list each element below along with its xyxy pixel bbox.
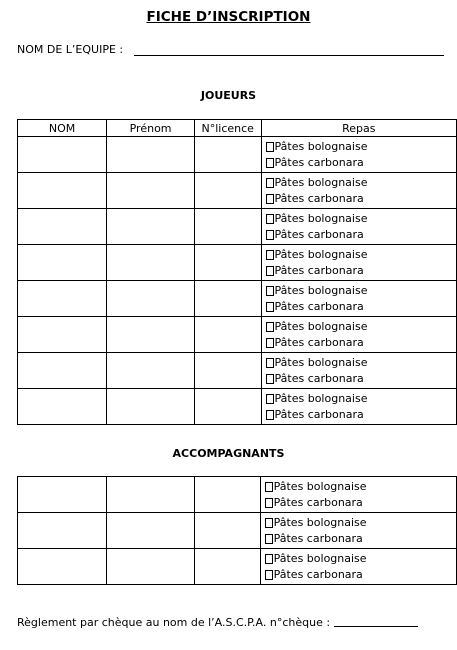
team-name-label: NOM DE L’EQUIPE :: [17, 43, 124, 56]
meal-option[interactable]: [266, 211, 456, 227]
name-cell[interactable]: [18, 173, 107, 209]
licence-cell[interactable]: [194, 353, 261, 389]
meal-option-label: Pâtes carbonara: [274, 155, 364, 169]
payment-label: Règlement par chèque au nom de l’A.S.C.P.A. n°chèque :: [17, 616, 331, 629]
table-header-row: [18, 120, 457, 137]
column-header-repas: Repas: [261, 120, 456, 137]
checkbox-icon[interactable]: [265, 482, 273, 492]
checkbox-icon[interactable]: [266, 250, 274, 260]
meal-cell: [261, 317, 456, 353]
meal-cell: [260, 477, 456, 513]
checkbox-icon[interactable]: [266, 142, 274, 152]
meal-option-label: Pâtes bolognaise: [273, 515, 367, 529]
meal-option-label: Pâtes bolognaise: [274, 319, 368, 333]
checkbox-icon[interactable]: [266, 322, 274, 332]
meal-option-label: Pâtes bolognaise: [273, 479, 367, 493]
name-cell[interactable]: [18, 389, 107, 425]
meal-option-label: Pâtes carbonara: [274, 299, 364, 313]
firstname-cell[interactable]: [107, 317, 195, 353]
meal-option-label: Pâtes bolognaise: [273, 551, 367, 565]
player-row: [18, 353, 457, 389]
meal-option[interactable]: [266, 299, 456, 315]
licence-cell[interactable]: [194, 549, 260, 585]
meal-option[interactable]: [266, 355, 456, 371]
player-row: [18, 137, 457, 173]
checkbox-icon[interactable]: [266, 266, 274, 276]
licence-cell[interactable]: [194, 209, 261, 245]
checkbox-icon[interactable]: [265, 534, 273, 544]
meal-option[interactable]: [266, 283, 456, 299]
companions-table: [17, 476, 457, 585]
meal-cell: [261, 209, 456, 245]
meal-option-label: Pâtes bolognaise: [274, 283, 368, 297]
meal-cell: [261, 173, 456, 209]
checkbox-icon[interactable]: [266, 338, 274, 348]
checkbox-icon[interactable]: [265, 498, 273, 508]
meal-cell: [261, 281, 456, 317]
players-table: [17, 119, 457, 425]
licence-cell[interactable]: [194, 281, 261, 317]
column-header-prenom: Prénom: [107, 120, 195, 137]
firstname-cell[interactable]: [107, 209, 195, 245]
meal-option[interactable]: [266, 139, 456, 155]
meal-cell: [261, 137, 456, 173]
meal-option[interactable]: [266, 263, 456, 279]
checkbox-icon[interactable]: [266, 394, 274, 404]
meal-option[interactable]: [266, 191, 456, 207]
name-cell[interactable]: [18, 513, 107, 549]
firstname-cell[interactable]: [107, 477, 194, 513]
meal-option[interactable]: [265, 495, 456, 511]
meal-option[interactable]: [265, 531, 456, 547]
firstname-cell[interactable]: [107, 513, 194, 549]
name-cell[interactable]: [18, 245, 107, 281]
firstname-cell[interactable]: [107, 549, 194, 585]
meal-option[interactable]: [266, 155, 456, 171]
firstname-cell[interactable]: [107, 389, 195, 425]
meal-cell: [261, 389, 456, 425]
form-title: FICHE D’INSCRIPTION: [146, 9, 311, 25]
checkbox-icon[interactable]: [266, 410, 274, 420]
checkbox-icon[interactable]: [265, 518, 273, 528]
column-header-licence: N°licence: [194, 120, 261, 137]
meal-option[interactable]: [265, 479, 456, 495]
firstname-cell[interactable]: [107, 353, 195, 389]
meal-option-label: Pâtes carbonara: [274, 263, 364, 277]
name-cell[interactable]: [18, 137, 107, 173]
checkbox-icon[interactable]: [266, 178, 274, 188]
name-cell[interactable]: [18, 281, 107, 317]
companions-section-title: ACCOMPAGNANTS: [172, 447, 285, 460]
payment-row: [17, 616, 418, 629]
meal-option-label: Pâtes bolognaise: [274, 211, 368, 225]
firstname-cell[interactable]: [107, 137, 195, 173]
licence-cell[interactable]: [194, 137, 261, 173]
player-row: [18, 245, 457, 281]
name-cell[interactable]: [18, 209, 107, 245]
licence-cell[interactable]: [194, 245, 261, 281]
checkbox-icon[interactable]: [266, 286, 274, 296]
companion-row: [18, 477, 457, 513]
companion-row: [18, 549, 457, 585]
meal-option[interactable]: [266, 175, 456, 191]
meal-option[interactable]: [266, 407, 456, 423]
meal-option-label: Pâtes carbonara: [273, 495, 363, 509]
player-row: [18, 317, 457, 353]
licence-cell[interactable]: [194, 513, 260, 549]
meal-option-label: Pâtes bolognaise: [274, 175, 368, 189]
firstname-cell[interactable]: [107, 245, 195, 281]
meal-option-label: Pâtes carbonara: [274, 227, 364, 241]
checkbox-icon[interactable]: [266, 302, 274, 312]
meal-option-label: Pâtes bolognaise: [274, 391, 368, 405]
meal-option-label: Pâtes carbonara: [273, 567, 363, 581]
meal-option-label: Pâtes carbonara: [274, 371, 364, 385]
licence-cell[interactable]: [194, 317, 261, 353]
meal-option[interactable]: [265, 515, 456, 531]
meal-cell: [260, 549, 456, 585]
meal-option-label: Pâtes carbonara: [274, 407, 364, 421]
meal-option[interactable]: [265, 551, 456, 567]
name-cell[interactable]: [18, 477, 107, 513]
licence-cell[interactable]: [194, 477, 260, 513]
meal-cell: [261, 245, 456, 281]
player-row: [18, 209, 457, 245]
checkbox-icon[interactable]: [266, 194, 274, 204]
meal-option-label: Pâtes bolognaise: [274, 247, 368, 261]
meal-cell: [261, 353, 456, 389]
firstname-cell[interactable]: [107, 173, 195, 209]
licence-cell[interactable]: [194, 173, 261, 209]
checkbox-icon[interactable]: [266, 230, 274, 240]
checkbox-icon[interactable]: [266, 214, 274, 224]
meal-option[interactable]: [266, 247, 456, 263]
meal-option-label: Pâtes carbonara: [273, 531, 363, 545]
name-cell[interactable]: [18, 549, 107, 585]
meal-option-label: Pâtes bolognaise: [274, 139, 368, 153]
meal-option-label: Pâtes carbonara: [274, 335, 364, 349]
meal-option[interactable]: [266, 391, 456, 407]
meal-option[interactable]: [265, 567, 456, 583]
players-section-title: JOUEURS: [200, 89, 257, 102]
meal-option[interactable]: [266, 335, 456, 351]
checkbox-icon[interactable]: [266, 358, 274, 368]
name-cell[interactable]: [18, 317, 107, 353]
licence-cell[interactable]: [194, 389, 261, 425]
checkbox-icon[interactable]: [265, 554, 273, 564]
meal-option[interactable]: [266, 227, 456, 243]
meal-option[interactable]: [266, 319, 456, 335]
team-name-field[interactable]: [134, 55, 444, 56]
meal-option[interactable]: [266, 371, 456, 387]
checkbox-icon[interactable]: [265, 570, 273, 580]
meal-cell: [260, 513, 456, 549]
cheque-number-field[interactable]: [334, 626, 418, 627]
checkbox-icon[interactable]: [266, 374, 274, 384]
firstname-cell[interactable]: [107, 281, 195, 317]
meal-option-label: Pâtes bolognaise: [274, 355, 368, 369]
player-row: [18, 389, 457, 425]
column-header-nom: NOM: [18, 120, 107, 137]
checkbox-icon[interactable]: [266, 158, 274, 168]
meal-option-label: Pâtes carbonara: [274, 191, 364, 205]
player-row: [18, 173, 457, 209]
player-row: [18, 281, 457, 317]
companion-row: [18, 513, 457, 549]
name-cell[interactable]: [18, 353, 107, 389]
